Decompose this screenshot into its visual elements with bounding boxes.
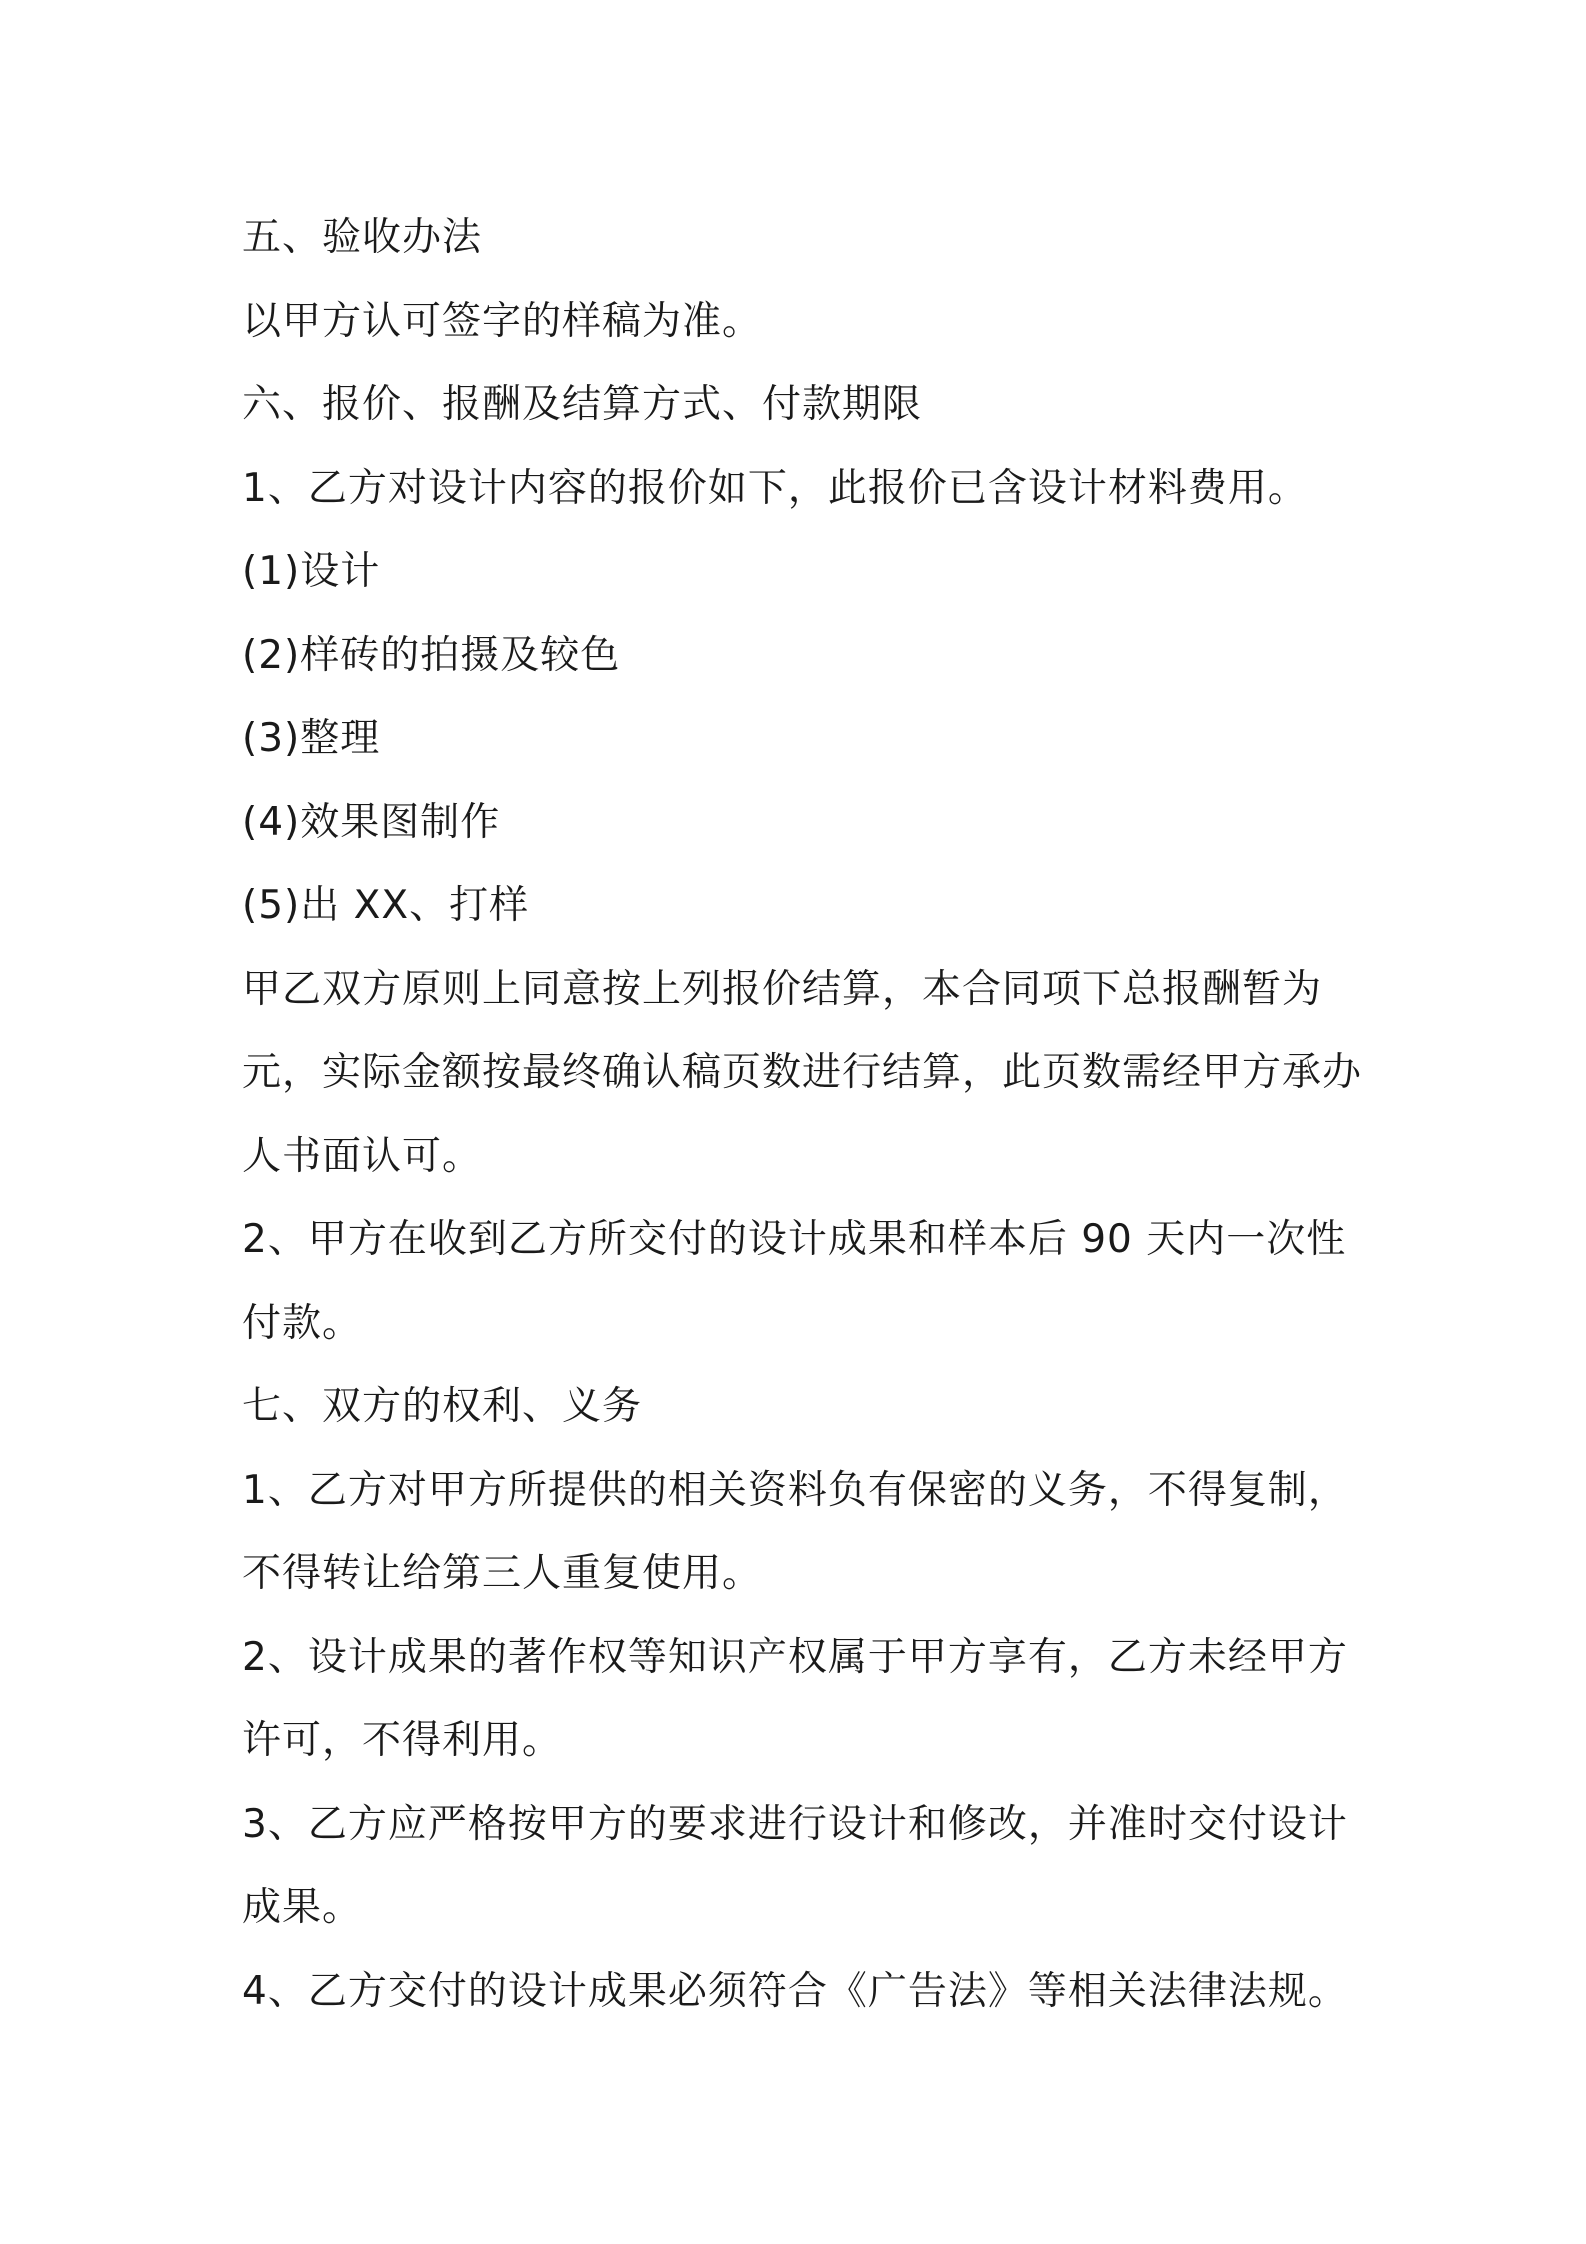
paragraph-line: 元，实际金额按最终确认稿页数进行结算，此页数需经甲方承办 [242, 1050, 1363, 1095]
list-item: (3)整理 [242, 716, 381, 761]
paragraph-line: 1、乙方对甲方所提供的相关资料负有保密的义务，不得复制， [242, 1467, 1348, 1513]
section-heading-rights: 七、双方的权利、义务 [242, 1384, 643, 1429]
paragraph-line: 2、设计成果的著作权等知识产权属于甲方享有，乙方未经甲方 [242, 1634, 1348, 1680]
paragraph-line: 人书面认可。 [242, 1133, 483, 1179]
paragraph-line: 许可，不得利用。 [242, 1718, 563, 1763]
list-item: (2)样砖的拍摄及较色 [242, 632, 621, 678]
paragraph-line: 3、乙方应严格按甲方的要求进行设计和修改，并准时交付设计 [242, 1801, 1348, 1847]
paragraph-line: 付款。 [242, 1300, 363, 1346]
paragraph-line: 以甲方认可签字的样稿为准。 [242, 298, 763, 344]
paragraph-line: 4、乙方交付的设计成果必须符合《广告法》等相关法律法规。 [242, 1968, 1348, 2014]
section-heading-payment: 六、报价、报酬及结算方式、付款期限 [242, 382, 923, 427]
list-item: (1)设计 [242, 549, 381, 594]
paragraph-line: 2、甲方在收到乙方所交付的设计成果和样本后 90 天内一次性 [242, 1217, 1347, 1262]
section-heading-acceptance: 五、验收办法 [242, 215, 483, 260]
paragraph-line: 成果。 [242, 1885, 363, 1930]
paragraph-line: 1、乙方对设计内容的报价如下，此报价已含设计材料费用。 [242, 465, 1308, 511]
paragraph-line: 不得转让给第三人重复使用。 [242, 1551, 763, 1596]
list-item: (4)效果图制作 [242, 799, 501, 845]
document-body [242, 196, 1372, 2033]
paragraph-line: 甲乙双方原则上同意按上列报价结算，本合同项下总报酬暂为 [242, 966, 1323, 1012]
list-item: (5)出 XX、打样 [242, 883, 530, 928]
